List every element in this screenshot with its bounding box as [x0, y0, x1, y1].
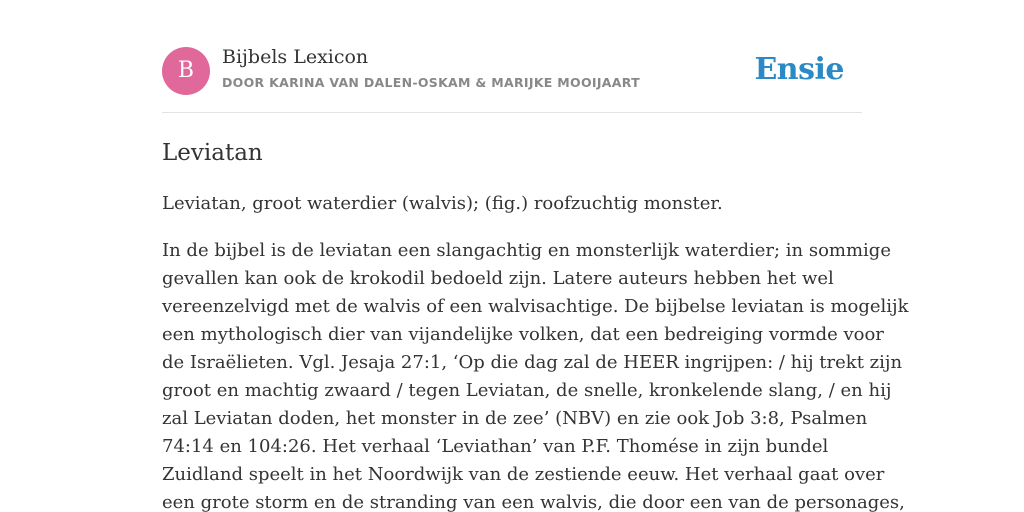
body-line: een mythologisch dier van vijandelijke volken, dat een bedreiging vormde voor [162, 324, 884, 345]
book-title[interactable]: Bijbels Lexicon [222, 46, 369, 68]
body-line: de Israëlieten. Vgl. Jesaja 27:1, ‘Op die dag zal de HEER ingrijpen: / hij trekt zijn [162, 352, 903, 373]
book-header [162, 0, 862, 113]
body-line: vereenzelvigd met de walvis of een walvisachtige. De bijbelse leviatan is mogelijk [162, 296, 909, 317]
body-line: gevallen kan ook de krokodil bedoeld zijn. Latere auteurs hebben het wel [162, 268, 834, 289]
book-authors: DOOR KARINA VAN DALEN-OSKAM & MARIJKE MOOIJAART [222, 75, 640, 90]
body-line: een grote storm en de stranding van een walvis, die door een van de personages, [162, 492, 905, 512]
body-line: 74:14 en 104:26. Het verhaal ‘Leviathan’ van P.F. Thomése in zijn bundel [162, 436, 829, 457]
body-line: Zuidland speelt in het Noordwijk van de zestiende eeuw. Het verhaal gaat over [162, 464, 885, 485]
body-line: groot en machtig zwaard / tegen Leviatan, de snelle, kronkelende slang, / en hij [162, 380, 892, 401]
entry-definition: Leviatan, groot waterdier (walvis); (fig.) roofzuchtig monster. [162, 193, 723, 214]
entry-body [162, 237, 909, 512]
book-avatar[interactable]: B [162, 47, 210, 95]
page-container [162, 0, 909, 512]
ensie-logo-link[interactable]: Ensie [754, 52, 844, 87]
body-line: zal Leviatan doden, het monster in de zee’ (NBV) en zie ook Job 3:8, Psalmen [162, 408, 868, 429]
entry-title: Leviatan [162, 140, 263, 166]
body-line: In de bijbel is de leviatan een slangachtig en monsterlijk waterdier; in sommige [162, 240, 891, 261]
